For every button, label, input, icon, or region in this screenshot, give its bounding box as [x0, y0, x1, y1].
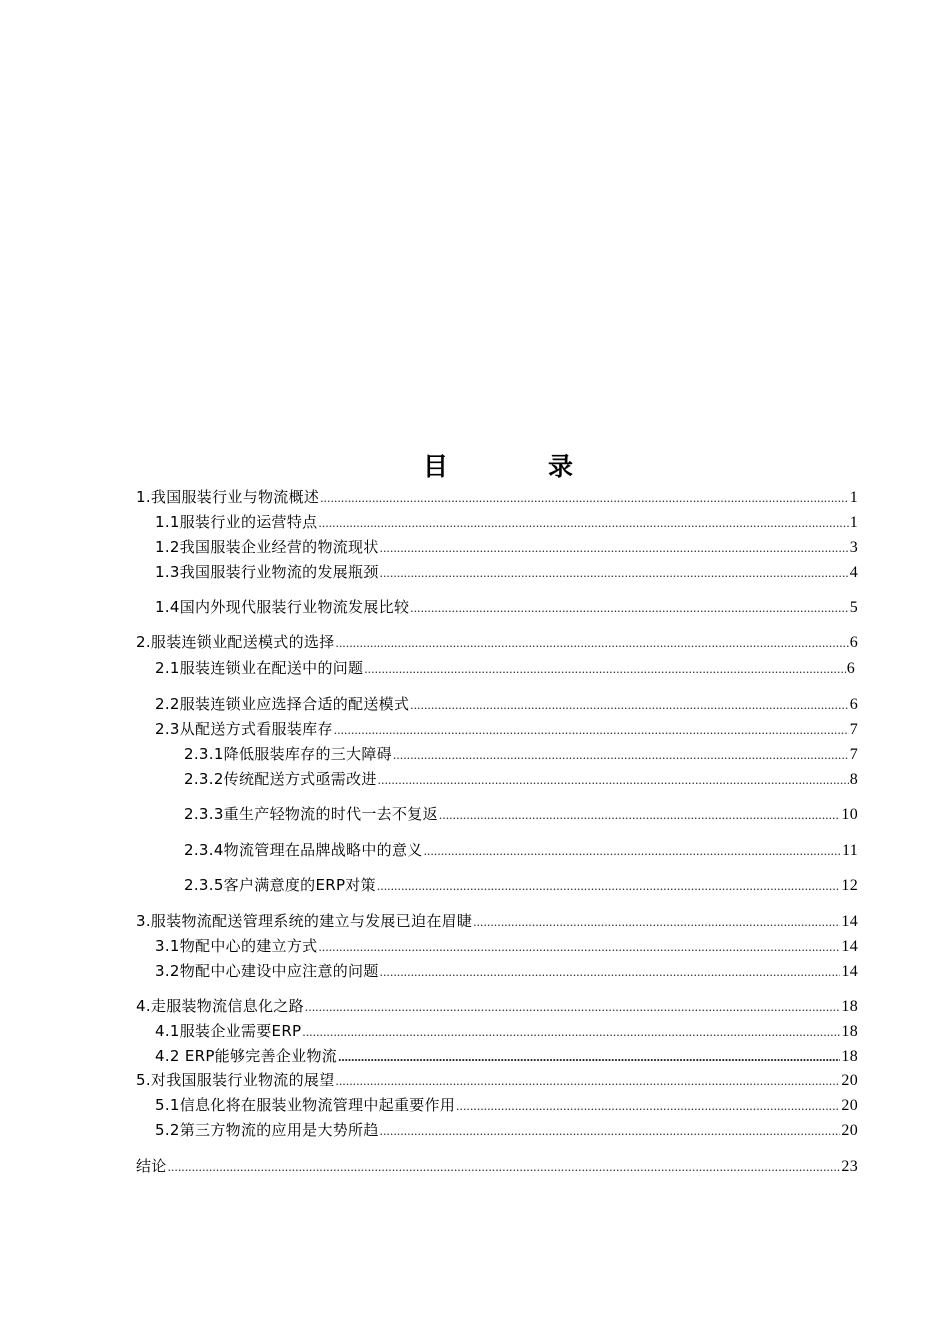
toc-title-right: 录	[548, 452, 574, 481]
toc-entry-label: 2.3从配送方式看服装库存	[155, 720, 333, 738]
dot-leader	[380, 563, 849, 583]
toc-entry-label: 4.1服装企业需要ERP	[155, 1022, 302, 1040]
toc-entry-label: 结论	[136, 1157, 167, 1175]
toc-entry-label: 3.服装物流配送管理系统的建立与发展已迫在眉睫	[136, 912, 473, 930]
toc-entry-label: 1.4国内外现代服装行业物流发展比较	[155, 598, 410, 616]
toc-entry-label: 4.2 ERP能够完善企业物流	[155, 1047, 338, 1065]
dot-leader	[336, 1071, 841, 1091]
dot-leader	[378, 770, 849, 790]
toc-entry-page: 23	[841, 1158, 858, 1175]
toc-entry-label: 1.3我国服装行业物流的发展瓶颈	[155, 563, 379, 581]
dot-leader	[364, 659, 845, 679]
toc-entry[interactable]	[155, 512, 858, 532]
toc-entry-label: 2.3.2传统配送方式亟需改进	[184, 770, 377, 788]
dot-leader	[168, 1157, 841, 1177]
toc-entry[interactable]	[155, 537, 858, 557]
toc-entry[interactable]	[136, 996, 858, 1016]
toc-entry[interactable]	[155, 1021, 858, 1041]
toc-entry[interactable]	[155, 719, 858, 739]
toc-entry-label: 2.1服装连锁业在配送中的问题	[155, 659, 364, 677]
dot-leader	[410, 695, 848, 715]
toc-entry-page: 3	[849, 539, 858, 556]
toc-entry[interactable]	[155, 1046, 858, 1066]
dot-leader	[473, 912, 840, 932]
toc-entry[interactable]	[184, 804, 858, 824]
toc-entry-page: 11	[841, 842, 858, 859]
toc-entry[interactable]	[155, 597, 858, 617]
toc-entry[interactable]	[184, 840, 858, 860]
toc-entry[interactable]	[155, 658, 855, 678]
toc-entry[interactable]	[155, 1095, 858, 1115]
toc-entry[interactable]	[136, 911, 858, 931]
dot-leader	[336, 633, 849, 653]
toc-entry-page: 14	[841, 963, 858, 980]
toc-entry[interactable]	[184, 875, 858, 895]
toc-entry-page: 18	[841, 1048, 858, 1065]
toc-entry-page: 20	[841, 1072, 858, 1089]
dot-leader	[338, 1047, 840, 1067]
toc-entry-label: 5.1信息化将在服装业物流管理中起重要作用	[155, 1096, 456, 1114]
toc-entry-page: 18	[841, 998, 858, 1015]
toc-entry-page: 6	[846, 660, 855, 677]
toc-entry-label: 4.走服装物流信息化之路	[136, 997, 304, 1015]
toc-entry-page: 7	[849, 746, 858, 763]
dot-leader	[377, 876, 840, 896]
dot-leader	[305, 997, 840, 1017]
dot-leader	[393, 745, 849, 765]
dot-leader	[302, 1022, 840, 1042]
toc-entry[interactable]	[136, 1156, 858, 1176]
toc-entry[interactable]	[136, 1070, 858, 1090]
toc-entry-label: 2.服装连锁业配送模式的选择	[136, 633, 335, 651]
toc-entry[interactable]	[184, 744, 858, 764]
toc-title	[0, 441, 950, 481]
toc-entry-label: 3.2物配中心建设中应注意的问题	[155, 962, 379, 980]
dot-leader	[334, 720, 849, 740]
toc-entry-label: 2.3.3重生产轻物流的时代一去不复返	[184, 805, 438, 823]
toc-entry-label: 5.2第三方物流的应用是大势所趋	[155, 1121, 379, 1139]
toc-entry-label: 3.1物配中心的建立方式	[155, 937, 318, 955]
toc-entry-page: 1	[849, 514, 858, 531]
toc-entry-page: 20	[841, 1122, 858, 1139]
toc-entry-page: 6	[849, 634, 858, 651]
toc-entry-label: 2.3.1降低服装库存的三大障碍	[184, 745, 392, 763]
dot-leader	[320, 488, 848, 508]
toc-entry-page: 14	[841, 938, 858, 955]
dot-leader	[380, 962, 841, 982]
toc-entry[interactable]	[184, 769, 858, 789]
toc-entry-label: 2.3.5客户满意度的ERP对策	[184, 876, 376, 894]
toc-entry-page: 5	[849, 599, 858, 616]
toc-entry-page: 12	[841, 877, 858, 894]
toc-entry-page: 7	[849, 721, 858, 738]
toc-entry-page: 18	[841, 1023, 858, 1040]
dot-leader	[410, 598, 848, 618]
toc-entry-page: 1	[849, 489, 858, 506]
toc-title-left: 目	[423, 452, 449, 481]
toc-entry-label: 5.对我国服装行业物流的展望	[136, 1071, 335, 1089]
toc-entry-label: 2.3.4物流管理在品牌战略中的意义	[184, 841, 423, 859]
toc-entry[interactable]	[136, 487, 858, 507]
dot-leader	[318, 937, 840, 957]
toc-entry[interactable]	[136, 632, 858, 652]
toc-entry[interactable]	[155, 961, 858, 981]
toc-entry-label: 1.我国服装行业与物流概述	[136, 488, 320, 506]
toc-entry-label: 1.2我国服装企业经营的物流现状	[155, 538, 379, 556]
dot-leader	[456, 1096, 840, 1116]
dot-leader	[380, 538, 849, 558]
toc-entry[interactable]	[155, 936, 858, 956]
dot-leader	[424, 841, 841, 861]
toc-entry-page: 20	[841, 1097, 858, 1114]
toc-entry-label: 1.1服装行业的运营特点	[155, 513, 318, 531]
toc-entry[interactable]	[155, 1120, 858, 1140]
toc-entry-page: 4	[849, 564, 858, 581]
dot-leader	[380, 1121, 841, 1141]
toc-entry[interactable]	[155, 694, 858, 714]
toc-entry-page: 6	[849, 696, 858, 713]
toc-entry-label: 2.2服装连锁业应选择合适的配送模式	[155, 695, 410, 713]
dot-leader	[318, 513, 848, 533]
toc-entry[interactable]	[155, 562, 858, 582]
toc-entry-page: 10	[841, 806, 858, 823]
dot-leader	[439, 805, 841, 825]
toc-entry-page: 14	[841, 913, 858, 930]
toc-entry-page: 8	[849, 771, 858, 788]
